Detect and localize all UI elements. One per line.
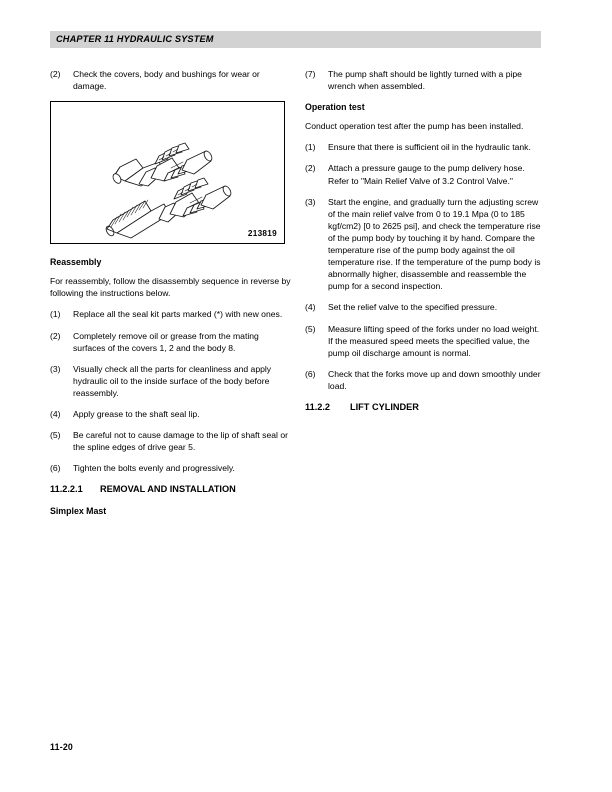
list-marker: (5) (305, 323, 316, 334)
list-item (305, 141, 546, 153)
list-text: Measure lifting speed of the forks under no load weight. If the measured speed meets the specified value, the pump oil discharge amount is normal. (328, 323, 540, 358)
list-item (50, 308, 291, 320)
list-marker: (2) (305, 163, 316, 174)
list-marker: (1) (50, 309, 61, 320)
list-marker: (1) (305, 142, 316, 153)
list-item (50, 363, 291, 399)
list-text: Be careful not to cause damage to the lip of shaft seal or the spline edges of drive gear 5. (73, 430, 288, 453)
right-column (305, 68, 546, 423)
list-marker: (6) (50, 463, 61, 474)
operation-test-intro: Conduct operation test after the pump has been installed. (305, 121, 524, 132)
gear-assembly-illustration (51, 102, 284, 243)
left-column (50, 68, 291, 525)
section-number: 11.2.2 (305, 401, 331, 412)
list-item (305, 368, 546, 392)
list-text: Set the relief valve to the specified pressure. (328, 302, 498, 313)
subsection-number: 11.2.2.1 (50, 484, 83, 495)
list-text: Ensure that there is sufficient oil in the hydraulic tank. (328, 142, 531, 153)
list-text: Completely remove oil or grease from the mating surfaces of the covers 1, 2 and the body 8. (73, 330, 259, 353)
list-text: Check that the forks move up and down smoothly under load. (328, 368, 541, 391)
list-item (50, 330, 291, 354)
list-item (50, 462, 291, 474)
page-number: 11-20 (50, 742, 74, 752)
reassembly-heading: Reassembly (50, 257, 102, 268)
list-marker: (3) (305, 196, 316, 207)
list-marker: (2) (50, 69, 61, 79)
list-text: Replace all the seal kit parts marked (*) with new ones. (73, 309, 283, 320)
reassembly-intro: For reassembly, follow the disassembly sequence in reverse by following the instructions below. (50, 276, 291, 299)
list-marker: (6) (305, 368, 316, 379)
list-item (50, 408, 291, 420)
simplex-mast-heading: Simplex Mast (50, 506, 107, 517)
list-text: Check the covers, body and bushings for wear or damage. (73, 69, 260, 92)
list-text: Tighten the bolts evenly and progressively. (73, 463, 235, 474)
list-marker: (3) (50, 363, 61, 374)
list-marker: (5) (50, 430, 61, 441)
list-text: Attach a pressure gauge to the pump delivery hose. Refer to "Main Relief Valve of 3.2 Control Valve." (328, 163, 525, 186)
section-title: LIFT CYLINDER (350, 401, 419, 412)
section-heading-lift-cylinder (305, 401, 546, 414)
list-marker: (4) (50, 409, 61, 420)
list-text: The pump shaft should be lightly turned with a pipe wrench when assembled. (328, 69, 522, 92)
list-item (305, 162, 546, 186)
list-marker: (7) (305, 69, 316, 79)
list-marker: (2) (50, 330, 61, 341)
list-text: Apply grease to the shaft seal lip. (73, 409, 200, 420)
list-marker: (4) (305, 302, 316, 313)
subsection-heading-removal-installation (50, 483, 291, 496)
list-item (50, 68, 291, 92)
list-item (305, 196, 546, 293)
list-item (305, 68, 546, 92)
figure-gear-assemblies (50, 101, 285, 244)
list-item (50, 429, 291, 453)
list-item (305, 301, 546, 313)
figure-number: 213819 (247, 229, 277, 239)
list-text: Visually check all the parts for cleanliness and apply hydraulic oil to the inside surface of the body before reassembly. (73, 363, 272, 398)
list-item (305, 323, 546, 359)
list-text: Start the engine, and gradually turn the adjusting screw of the main relief valve from 0 to 19.1 Mpa (0 to 185 kgf/cm2) [0 to 2625 psi], and check the temperature rise of the pump body by touching it by hand. Compare the temperature rise of the pump body against the oil temperature rise. If the temperature of the pump body is abnormally higher, disassemble and reassemble the pump for a second inspection. (328, 196, 541, 292)
chapter-header-title: CHAPTER 11 HYDRAULIC SYSTEM (56, 34, 214, 44)
operation-test-heading: Operation test (305, 102, 365, 113)
subsection-title: REMOVAL AND INSTALLATION (100, 484, 236, 495)
